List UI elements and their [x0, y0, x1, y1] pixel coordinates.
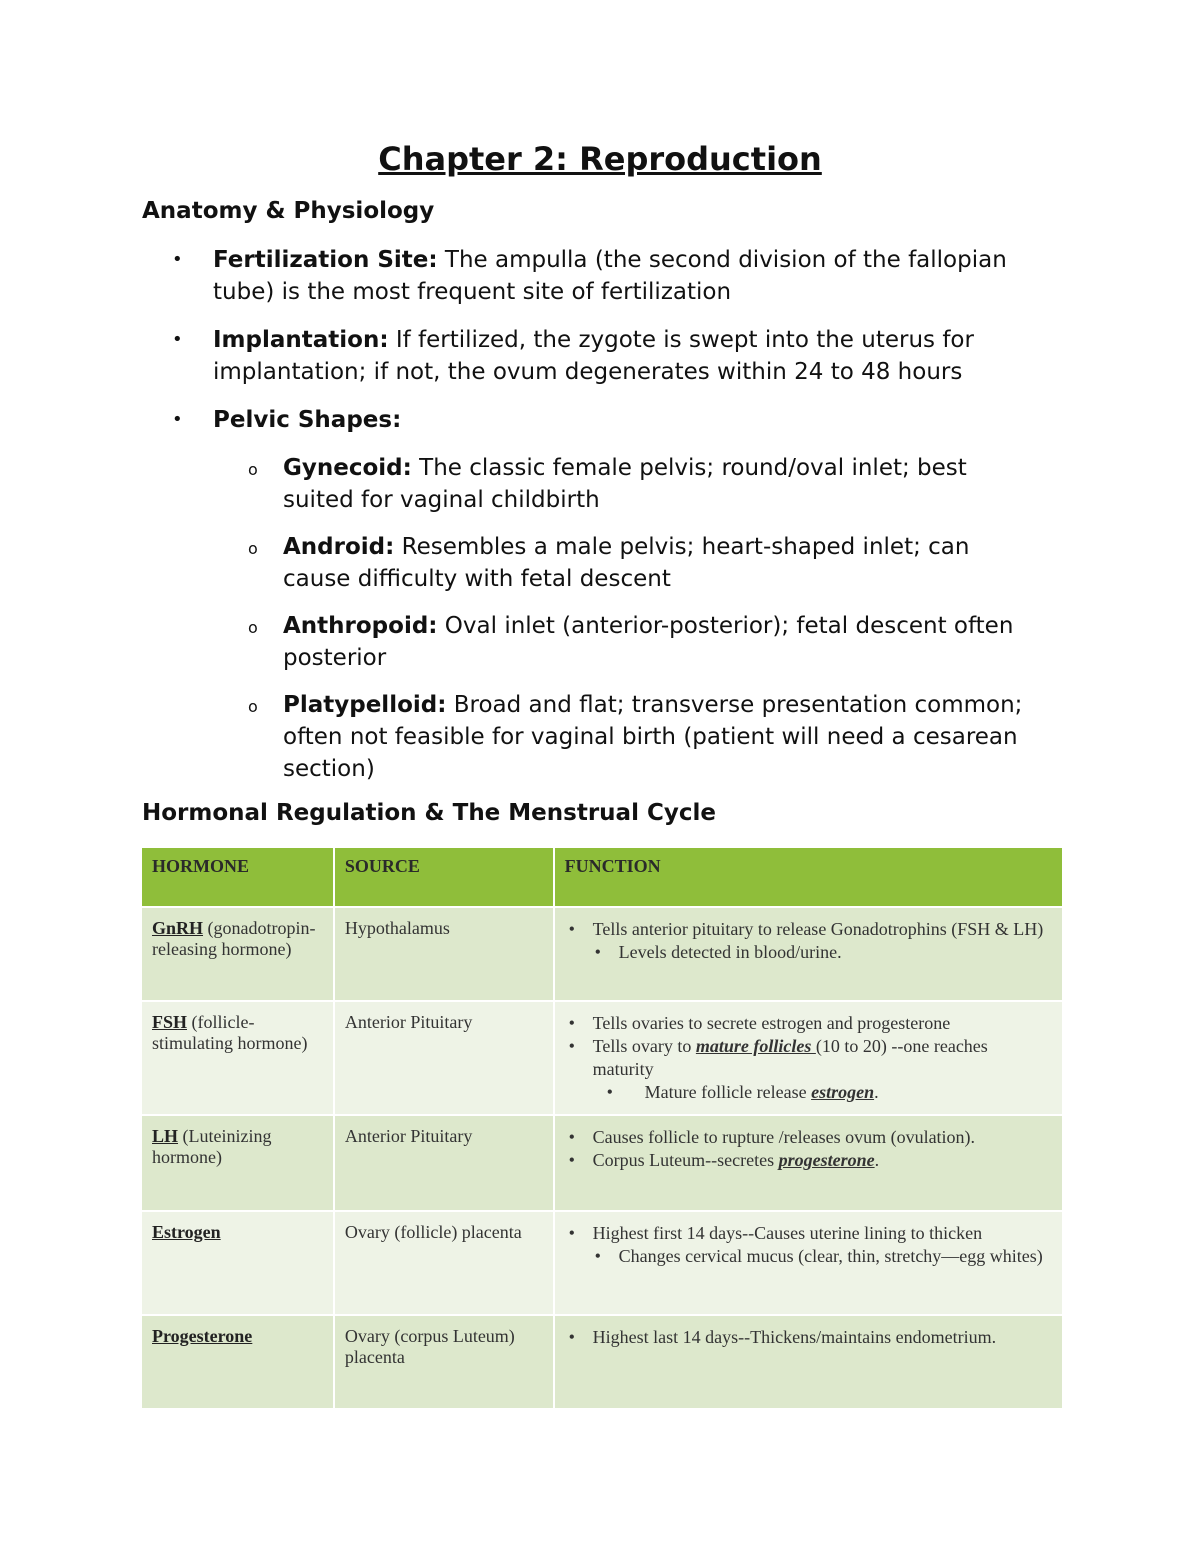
bullet-text: If fertilized, the zygote is swept into the uterus for implantation; if not, the ovum degenerates within 24 to 48 hours — [213, 327, 974, 385]
sub-bullet-label: Gynecoid: — [283, 455, 412, 481]
function-text: Corpus Luteum--secretes — [592, 1150, 779, 1170]
bullet-label: Pelvic Shapes: — [213, 407, 402, 433]
hormone-name: Estrogen — [152, 1222, 221, 1242]
sub-bullet-dot: o — [248, 460, 258, 479]
hormone-name: GnRH — [152, 918, 204, 938]
function-cell — [554, 1001, 1063, 1115]
hormone-name-rest: (follicle-stimulating hormone) — [152, 1012, 308, 1053]
function-subitem: • Changes cervical mucus (clear, thin, stretchy—egg whites) — [565, 1245, 1052, 1268]
table-row — [142, 1315, 1063, 1409]
section-heading-hormonal: Hormonal Regulation & The Menstrual Cycle — [142, 800, 716, 826]
source-cell: Anterior Pituitary — [334, 1115, 554, 1211]
sub-bullet-label: Android: — [283, 534, 395, 560]
function-cell — [554, 1115, 1063, 1211]
function-item: • Tells ovaries to secrete estrogen and progesterone — [565, 1012, 1052, 1035]
page-title: Chapter 2: Reproduction — [378, 140, 822, 178]
sub-bullet-text: The classic female pelvis; round/oval inlet; best suited for vaginal childbirth — [283, 455, 967, 513]
header-function: FUNCTION — [554, 848, 1063, 907]
hormone-name-rest: (gonadotropin-releasing hormone) — [152, 918, 316, 959]
hormone-table — [142, 848, 1064, 1410]
bullet-dot: • — [172, 409, 183, 430]
hormone-name: Progesterone — [152, 1326, 253, 1346]
source-cell: Anterior Pituitary — [334, 1001, 554, 1115]
table-header-row — [142, 848, 1063, 907]
sub-bullet-dot: o — [248, 618, 258, 637]
function-text: Mature follicle release — [644, 1082, 812, 1102]
function-emphasis: progesterone — [778, 1150, 875, 1170]
sub-bullet-text: Broad and flat; transverse presentation common; often not feasible for vaginal birth (patient will need a cesarean section) — [283, 692, 1023, 782]
function-text: . — [874, 1150, 880, 1170]
sub-bullet-android — [142, 531, 1042, 595]
table-row — [142, 1001, 1063, 1115]
hormone-name: FSH — [152, 1012, 188, 1032]
hormone-name-rest: (Luteinizing hormone) — [152, 1126, 272, 1167]
function-item — [565, 1035, 1052, 1081]
function-cell — [554, 1211, 1063, 1315]
sub-bullet-gynecoid — [142, 452, 1042, 516]
function-item: • Tells anterior pituitary to release Gonadotrophins (FSH & LH) — [565, 918, 1052, 941]
sub-bullet-label: Platypelloid: — [283, 692, 447, 718]
hormone-cell — [142, 1211, 334, 1315]
hormone-cell — [142, 1001, 334, 1115]
function-item — [565, 1149, 1052, 1172]
header-source: SOURCE — [334, 848, 554, 907]
bullet-pelvic-shapes — [142, 404, 1042, 436]
hormone-cell — [142, 1315, 334, 1409]
function-cell — [554, 907, 1063, 1001]
function-item: • Causes follicle to rupture /releases ovum (ovulation). — [565, 1126, 1052, 1149]
sub-bullet-label: Anthropoid: — [283, 613, 438, 639]
bullet-dot: • — [172, 249, 183, 270]
table-row — [142, 907, 1063, 1001]
section-heading-anatomy: Anatomy & Physiology — [142, 198, 435, 224]
function-emphasis: estrogen — [811, 1082, 875, 1102]
function-item: • Highest first 14 days--Causes uterine lining to thicken — [565, 1222, 1052, 1245]
sub-bullet-text: Oval inlet (anterior-posterior); fetal descent often posterior — [283, 613, 1014, 671]
function-subitem — [565, 1081, 1052, 1104]
table-row — [142, 1211, 1063, 1315]
sub-bullet-dot: o — [248, 697, 258, 716]
header-hormone: HORMONE — [142, 848, 334, 907]
source-cell: Ovary (corpus Luteum) placenta — [334, 1315, 554, 1409]
bullet-fertilization — [142, 244, 1042, 308]
source-cell: Hypothalamus — [334, 907, 554, 1001]
function-item: • Highest last 14 days--Thickens/maintains endometrium. — [565, 1326, 1052, 1349]
hormone-name: LH — [152, 1126, 179, 1146]
function-cell — [554, 1315, 1063, 1409]
source-cell: Ovary (follicle) placenta — [334, 1211, 554, 1315]
bullet-label: Fertilization Site: — [213, 247, 438, 273]
anatomy-bullet-list — [142, 244, 1042, 800]
function-emphasis: mature follicles — [695, 1036, 816, 1056]
function-text: . — [874, 1082, 879, 1102]
sub-bullet-anthropoid — [142, 610, 1042, 674]
function-subitem: • Levels detected in blood/urine. — [565, 941, 1052, 964]
hormone-cell — [142, 1115, 334, 1211]
sub-bullet-dot: o — [248, 539, 258, 558]
bullet-dot: • — [172, 329, 183, 350]
bullet-implantation — [142, 324, 1042, 388]
function-text: (10 to 20) --one reaches maturity — [592, 1036, 988, 1079]
table-row — [142, 1115, 1063, 1211]
bullet-label: Implantation: — [213, 327, 389, 353]
sub-bullet-platypelloid — [142, 689, 1042, 785]
hormone-cell — [142, 907, 334, 1001]
bullet-text: The ampulla (the second division of the fallopian tube) is the most frequent site of fertilization — [213, 247, 1007, 305]
sub-bullet-text: Resembles a male pelvis; heart-shaped inlet; can cause difficulty with fetal descent — [283, 534, 970, 592]
function-text: Tells ovary to — [592, 1036, 696, 1056]
